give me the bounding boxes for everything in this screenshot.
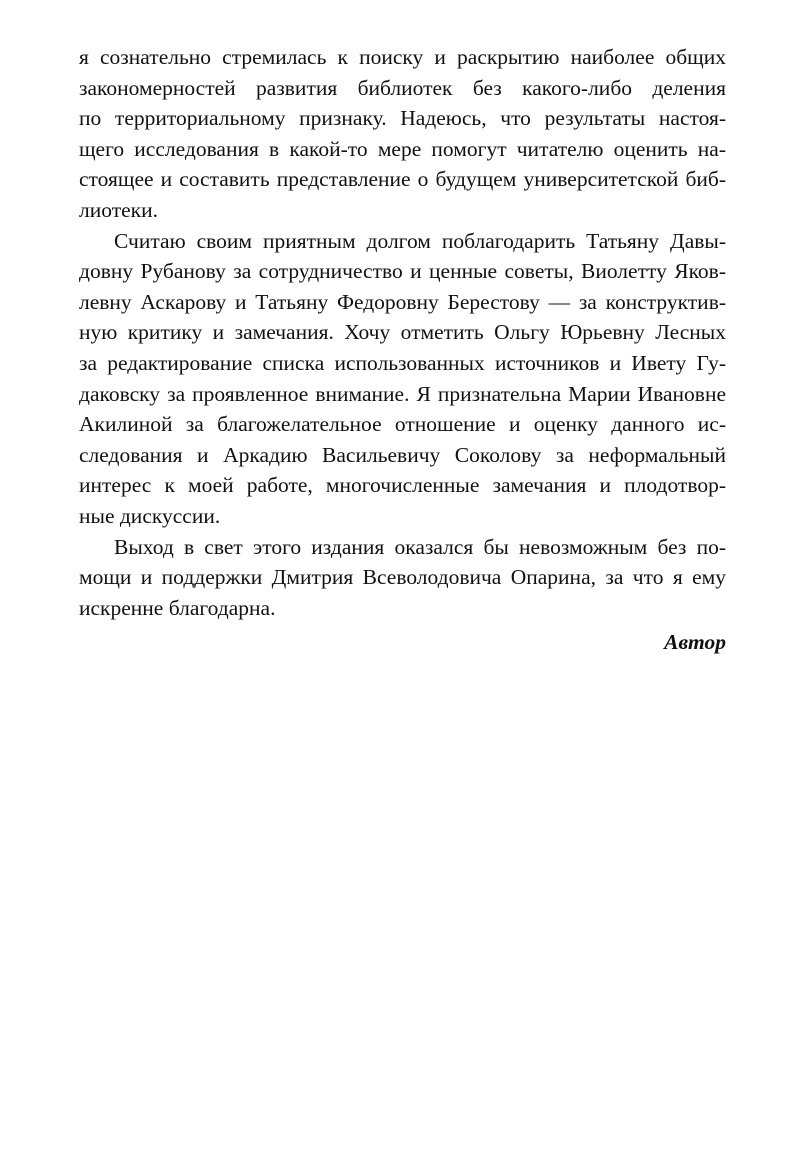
- text-line: я сознательно стремилась к поиску и раскрытию наиболее общих: [79, 45, 726, 69]
- text-line: довну Рубанову за сотрудничество и ценные советы, Виолетту Яков-: [79, 259, 726, 284]
- text-line: закономерностей развития библиотек без какого-либо деления: [79, 75, 726, 100]
- text-line: лиотеки.: [79, 197, 158, 222]
- document-page: [79, 42, 726, 658]
- text-line: следования и Аркадию Васильевичу Соколову за неформальный: [79, 442, 726, 467]
- text-line: Считаю своим приятным долгом поблагодарить Татьяну Давы-: [114, 228, 726, 253]
- text-line: интерес к моей работе, многочисленные замечания и плодотвор-: [79, 473, 726, 498]
- paragraph-2: [79, 226, 726, 532]
- text-line: искренне благодарна.: [79, 595, 276, 620]
- text-line: даковску за проявленное внимание. Я признательна Марии Ивановне: [79, 381, 726, 406]
- text-line: щего исследования в какой-то мере помогут читателю оценить на-: [79, 136, 726, 161]
- author-signature: Автор: [664, 630, 726, 655]
- text-line: стоящее и составить представление о будущем университетской биб-: [79, 167, 726, 192]
- text-line: ные дискуссии.: [79, 503, 221, 528]
- text-line: по территориальному признаку. Надеюсь, что результаты настоя-: [79, 106, 726, 131]
- text-line: за редактирование списка использованных источников и Ивету Гу-: [79, 350, 726, 375]
- text-line: левну Аскарову и Татьяну Федоровну Берестову — за конструктив-: [79, 289, 726, 314]
- paragraph-1: [79, 42, 726, 226]
- text-line: Выход в свет этого издания оказался бы невозможным без по-: [114, 534, 726, 559]
- paragraph-3: [79, 532, 726, 624]
- text-line: ную критику и замечания. Хочу отметить Ольгу Юрьевну Лесных: [79, 320, 726, 345]
- text-line: Акилиной за благожелательное отношение и оценку данного ис-: [79, 412, 726, 437]
- text-line: мощи и поддержки Дмитрия Всеволодовича Опарина, за что я ему: [79, 565, 726, 590]
